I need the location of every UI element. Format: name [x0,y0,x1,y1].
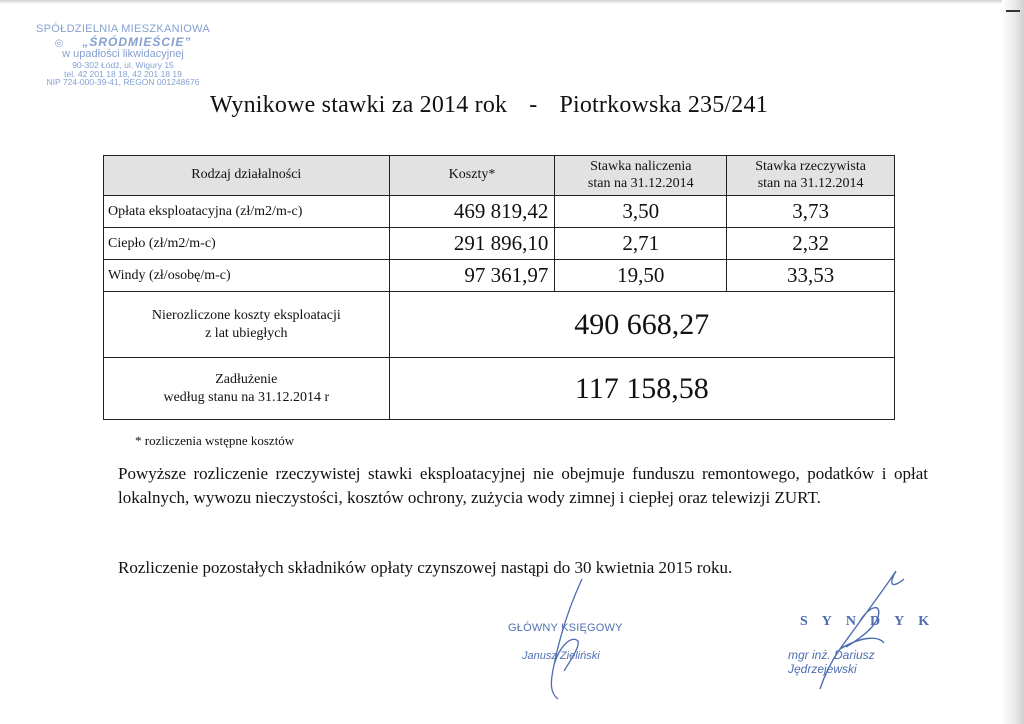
stamp-line-4: 90-302 Łódź, ul. Wigury 15 [72,59,174,70]
column-header-label: Stawka naliczenia [590,159,692,175]
footnote: * rozliczenia wstępne kosztów [135,433,295,448]
row-charged-rate: 3,50 [555,196,727,228]
signature-role: SYNDYK [800,614,944,629]
column-header-sublabel: stan na 31.12.2014 [587,175,694,191]
summary-value: 490 668,27 [389,292,894,358]
column-header-label: Koszty* [448,167,496,183]
stamp-line-6: NIP 724-000-39-41, REGON 001248676 [46,77,200,88]
column-header-actual-rate [727,156,895,196]
stamp-line-2 [18,36,228,50]
table-row [104,196,895,228]
chief-accountant-signature [508,620,648,710]
settlement-paragraph: Rozliczenie pozostałych składników opłaty czynszowej nastąpi do 30 kwietnia 2015 roku. [118,558,733,577]
row-costs: 469 819,42 [389,196,555,228]
summary-value: 117 158,58 [389,358,894,420]
row-charged-rate: 2,71 [555,228,727,260]
stamp-name: „ŚRÓDMIEŚCIE” [82,34,192,49]
scan-edge-top [0,0,1024,4]
summary-label-line: Nierozliczone koszty eksploatacji [151,308,341,323]
column-header-label: Stawka rzeczywista [755,159,866,175]
summary-label [104,358,390,420]
title-right: Piotrkowska 235/241 [559,92,768,118]
trustee-signature [762,600,942,710]
summary-label [104,292,390,358]
row-actual-rate: 3,73 [727,196,895,228]
page-title [210,92,768,119]
row-actual-rate: 2,32 [727,228,895,260]
column-header-sublabel: stan na 31.12.2014 [757,175,864,191]
signature-name: Janusz Zieliński [522,650,600,662]
summary-label-line: Zadłużenie [215,372,278,387]
table-header-row [104,156,895,196]
stamp-line-5: tel. 42 201 18 18, 42 201 18 19 [64,68,182,79]
stamp-line-3: w upadłości likwidacyjnej [62,48,184,61]
table-row [104,228,895,260]
column-header-label: Rodzaj działalności [191,167,302,183]
column-header-type [104,156,390,196]
signature-name: mgr inż. Dariusz Jędrzejewski [788,648,875,676]
title-separator: - [529,92,538,118]
row-charged-rate: 19,50 [555,260,727,292]
scan-mark [1006,10,1020,12]
table-row [104,260,895,292]
scan-edge-right [1002,0,1024,724]
summary-label-line: według stanu na 31.12.2014 r [163,389,330,405]
summary-row-debt [104,358,895,420]
summary-row-unsettled-costs [104,292,895,358]
rates-table [103,155,895,420]
row-label: Ciepło (zł/m2/m-c) [104,228,390,260]
column-header-charged-rate [555,156,727,196]
row-actual-rate: 33,53 [727,260,895,292]
stamp-logo-icon: ◎ [54,37,65,49]
note-paragraph: Powyższe rozliczenie rzeczywistej stawki eksploatacyjnej nie obejmuje funduszu remontowego, podatków i opłat lokalnych, wywozu nieczystości, kosztów ochrony, zużycia wody zimnej i ciepłej oraz telewizji ZURT. [118,464,928,507]
title-left: Wynikowe stawki za 2014 rok [210,92,508,118]
column-header-costs [389,156,555,196]
summary-label-line: z lat ubiegłych [205,325,288,341]
row-label: Opłata eksploatacyjna (zł/m2/m-c) [104,196,390,228]
row-label: Windy (zł/osobę/m-c) [104,260,390,292]
cooperative-stamp [18,24,228,87]
stamp-line-1: SPÓŁDZIELNIA MIESZKANIOWA [36,23,210,35]
row-costs: 291 896,10 [389,228,555,260]
signature-role: GŁÓWNY KSIĘGOWY [508,622,623,634]
row-costs: 97 361,97 [389,260,555,292]
